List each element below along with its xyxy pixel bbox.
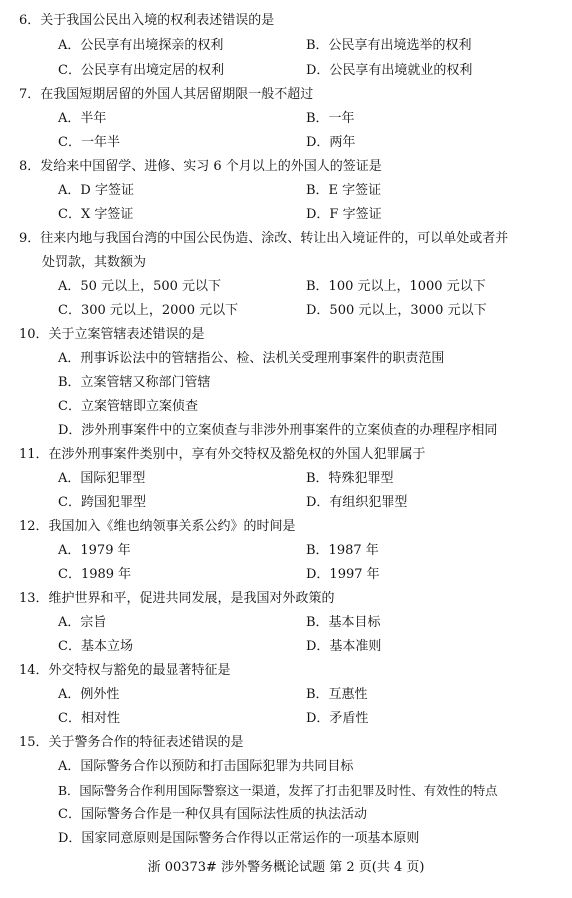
option-b: B．E 字签证 [306, 183, 382, 198]
option-c: C．一年半 [58, 135, 120, 150]
question-stem: 10．关于立案管辖表述错误的是 [19, 327, 205, 342]
question-stem: 15．关于警务合作的特征表述错误的是 [19, 735, 244, 750]
option-d: D．公民享有出境就业的权利 [306, 63, 473, 78]
option-a: A．公民享有出境探亲的权利 [58, 38, 224, 53]
option-d: D．有组织犯罪型 [306, 495, 408, 510]
option-b: B．100 元以上，1000 元以下 [306, 279, 486, 294]
question-stem: 12．我国加入《维也纳领事关系公约》的时间是 [19, 519, 296, 534]
option-c: C．国际警务合作是一种仅具有国际法性质的执法活动 [58, 807, 367, 822]
option-a: A．50 元以上，500 元以下 [58, 279, 222, 294]
question-stem: 13．维护世界和平，促进共同发展，是我国对外政策的 [19, 591, 335, 606]
option-a: A．D 字签证 [58, 183, 134, 198]
option-a: A．半年 [58, 111, 107, 126]
option-c: C．跨国犯罪型 [58, 495, 146, 510]
question-stem: 7．在我国短期居留的外国人其居留期限一般不超过 [19, 87, 314, 102]
option-d: D．1997 年 [306, 567, 380, 582]
option-b: B．特殊犯罪型 [306, 471, 394, 486]
option-c: C．1989 年 [58, 567, 132, 582]
option-d: D．国家同意原则是国际警务合作得以正常运作的一项基本原则 [58, 831, 420, 846]
option-c: C．X 字签证 [58, 207, 134, 222]
option-b: B．立案管辖又称部门管辖 [58, 375, 211, 390]
question-stem: 14．外交特权与豁免的最显著特征是 [19, 663, 231, 678]
question-stem: 9．往来内地与我国台湾的中国公民伪造、涂改、转让出入境证件的，可以单处或者并 [19, 231, 509, 246]
option-a: A．例外性 [58, 687, 120, 702]
option-d: D．涉外刑事案件中的立案侦查与非涉外刑事案件的立案侦查的办理程序相同 [58, 423, 498, 438]
option-b: B．1987 年 [306, 543, 379, 558]
option-a: A．宗旨 [58, 615, 107, 630]
page-footer: 浙 00373# 涉外警务概论试题 第 2 页(共 4 页) [147, 860, 425, 875]
option-c: C．立案管辖即立案侦查 [58, 399, 198, 414]
option-c: C．公民享有出境定居的权利 [58, 63, 224, 78]
question-stem: 8．发给来中国留学、进修、实习 6 个月以上的外国人的签证是 [19, 159, 382, 174]
option-b: B．一年 [306, 111, 355, 126]
option-d: D．500 元以上，3000 元以下 [306, 303, 487, 318]
option-c: C．300 元以上，2000 元以下 [58, 303, 239, 318]
option-a: A．刑事诉讼法中的管辖指公、检、法机关受理刑事案件的职责范围 [58, 351, 445, 366]
option-a: A．1979 年 [58, 543, 131, 558]
question-stem-continued: 处罚款，其数额为 [42, 255, 147, 270]
option-b: B．基本目标 [306, 615, 381, 630]
option-b: B．国际警务合作利用国际警察这一渠道，发挥了打击犯罪及时性、有效性的特点 [58, 784, 498, 798]
option-b: B．公民享有出境选举的权利 [306, 38, 472, 53]
option-b: B．互惠性 [306, 687, 368, 702]
option-a: A．国际警务合作以预防和打击国际犯罪为共同目标 [58, 759, 354, 774]
option-d: D．矛盾性 [306, 711, 369, 726]
question-stem: 6．关于我国公民出入境的权利表述错误的是 [19, 13, 275, 28]
option-c: C．相对性 [58, 711, 120, 726]
option-d: D．基本准则 [306, 639, 382, 654]
option-d: D．两年 [306, 135, 356, 150]
option-d: D．F 字签证 [306, 207, 382, 222]
option-a: A．国际犯罪型 [58, 471, 146, 486]
option-c: C．基本立场 [58, 639, 133, 654]
question-stem: 11．在涉外刑事案件类别中，享有外交特权及豁免权的外国人犯罪属于 [19, 447, 426, 462]
